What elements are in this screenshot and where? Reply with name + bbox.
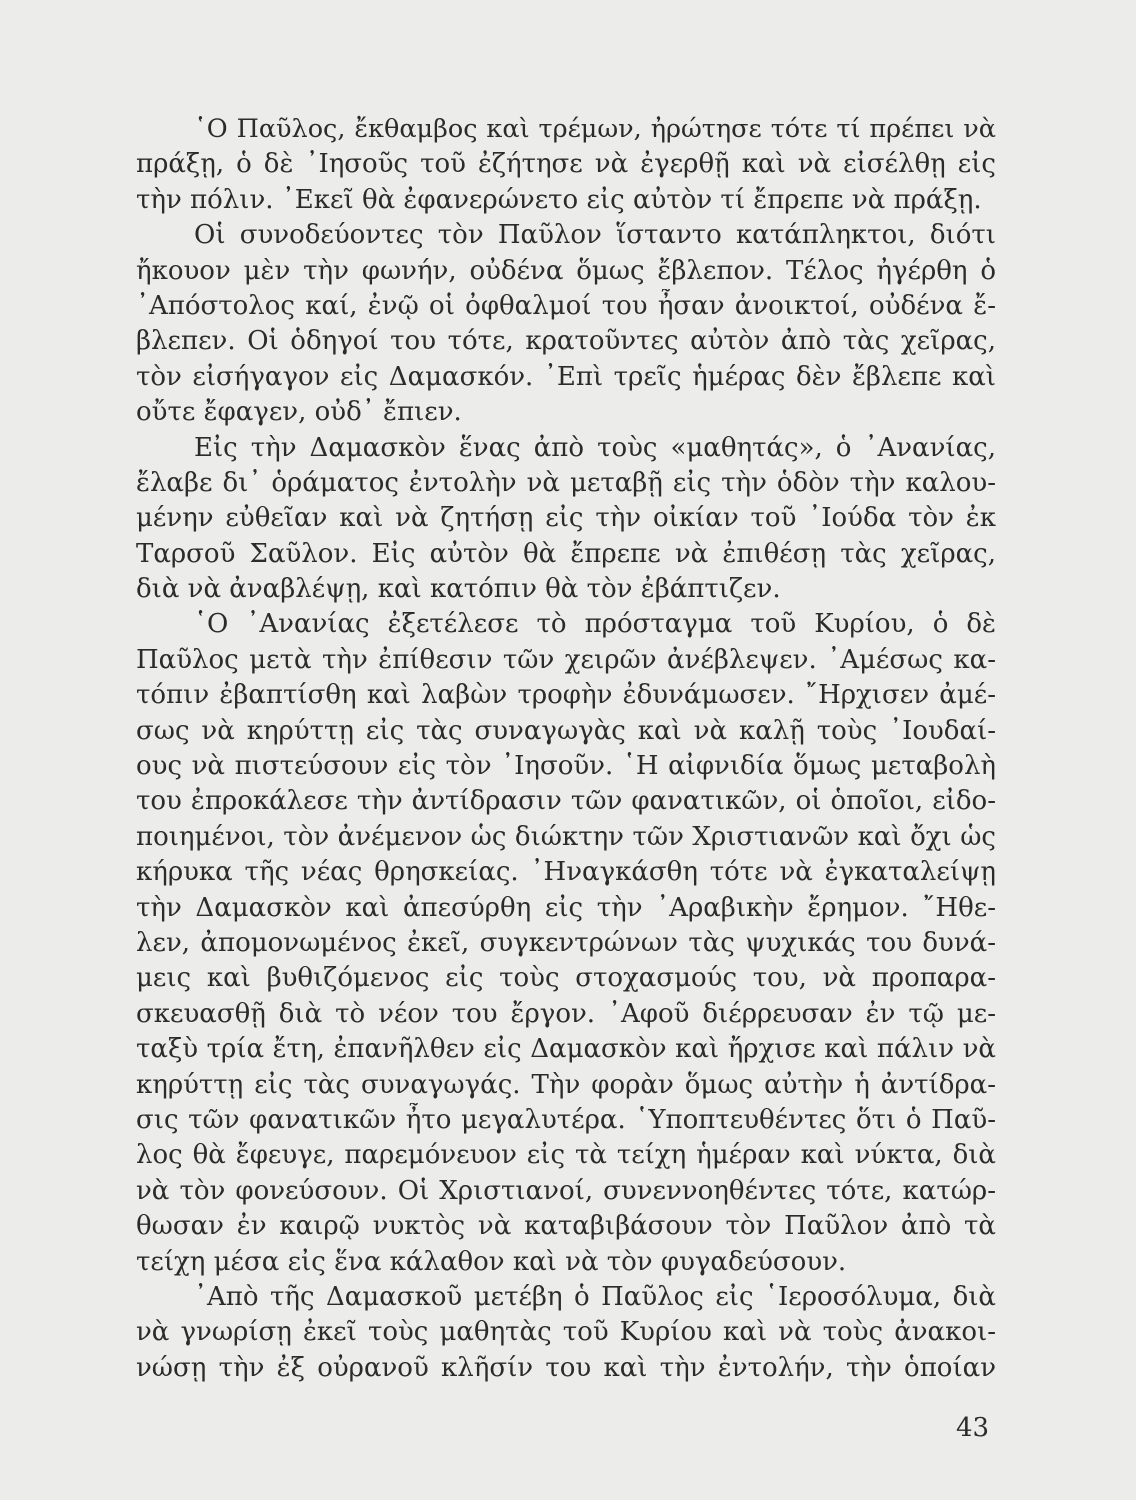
text-line: ῾Ο ᾽Ανανίας ἐξετέλεσε τὸ πρόσταγμα τοῦ Κυρίου, ὁ δὲ: [194, 609, 996, 640]
text-line: σκευασθῇ διὰ τὸ νέον του ἔργον. ᾽Αφοῦ διέρρευσαν ἐν τῷ με-: [136, 998, 996, 1029]
text-line: κηρύττῃ εἰς τὰς συναγωγάς. Τὴν φορὰν ὅμως αὐτὴν ἡ ἀντίδρα-: [136, 1069, 996, 1100]
body-text: [136, 112, 996, 1386]
text-line: νώσῃ τὴν ἐξ οὐρανοῦ κλῆσίν του καὶ τὴν ἐντολήν, τὴν ὁποίαν: [136, 1352, 996, 1383]
text-line: τὴν πόλιν. ᾽Εκεῖ θὰ ἐφανερώνετο εἰς αὐτὸν τί ἔπρεπε νὰ πράξῃ.: [136, 184, 982, 215]
text-line: ἔλαβε δι᾽ ὁράματος ἐντολὴν νὰ μεταβῇ εἰς τὴν ὁδὸν τὴν καλου-: [136, 467, 996, 498]
text-line: Ταρσοῦ Σαῦλον. Εἰς αὐτὸν θὰ ἔπρεπε νὰ ἐπιθέσῃ τὰς χεῖρας,: [136, 538, 996, 569]
text-line: ἤκουον μὲν τὴν φωνήν, οὐδένα ὅμως ἔβλεπον. Τέλος ἠγέρθη ὁ: [136, 255, 996, 286]
text-line: τὴν Δαμασκὸν καὶ ἀπεσύρθη εἰς τὴν ᾽Αραβικὴν ἔρημον. ῎Ηθε-: [136, 892, 996, 923]
text-line: του ἐπροκάλεσε τὴν ἀντίδρασιν τῶν φανατικῶν, οἱ ὁποῖοι, εἰδο-: [136, 786, 996, 817]
text-line: ᾽Απόστολος καί, ἐνῷ οἱ ὀφθαλμοί του ἦσαν ἀνοικτοί, οὐδένα ἔ-: [136, 290, 996, 321]
text-line: διὰ νὰ ἀναβλέψῃ, καὶ κατόπιν θὰ τὸν ἐβάπτιζεν.: [136, 574, 781, 605]
text-line: τείχη μέσα εἰς ἕνα κάλαθον καὶ νὰ τὸν φυγαδεύσουν.: [136, 1246, 847, 1277]
text-line: τὸν εἰσήγαγον εἰς Δαμασκόν. ᾽Επὶ τρεῖς ἡμέρας δὲν ἔβλεπε καὶ: [136, 361, 996, 392]
text-line: λεν, ἀπομονωμένος ἐκεῖ, συγκεντρώνων τὰς ψυχικάς του δυνά-: [136, 927, 996, 958]
text-line: βλεπεν. Οἱ ὁδηγοί του τότε, κρατοῦντες αὐτὸν ἀπὸ τὰς χεῖρας,: [136, 326, 996, 357]
text-line: νὰ γνωρίσῃ ἐκεῖ τοὺς μαθητὰς τοῦ Κυρίου καὶ νὰ τοὺς ἀνακοι-: [136, 1317, 996, 1348]
text-line: θωσαν ἐν καιρῷ νυκτὸς νὰ καταβιβάσουν τὸν Παῦλον ἀπὸ τὰ: [136, 1211, 996, 1242]
text-line: τόπιν ἐβαπτίσθη καὶ λαβὼν τροφὴν ἐδυνάμωσεν. ῎Ηρχισεν ἀμέ-: [136, 680, 996, 711]
text-line: ῾Ο Παῦλος, ἔκθαμβος καὶ τρέμων, ἠρώτησε τότε τί πρέπει νὰ: [194, 114, 996, 144]
text-line: ᾽Απὸ τῆς Δαμασκοῦ μετέβη ὁ Παῦλος εἰς ῾Ιεροσόλυμα, διὰ: [194, 1281, 996, 1312]
text-line: σις τῶν φανατικῶν ἦτο μεγαλυτέρα. ῾Υποπτευθέντες ὅτι ὁ Παῦ-: [136, 1104, 996, 1135]
page-number: 43: [956, 1413, 990, 1443]
text-line: λος θὰ ἔφευγε, παρεμόνευον εἰς τὰ τείχη ἡμέραν καὶ νύκτα, διὰ: [136, 1140, 996, 1171]
text-line: σως νὰ κηρύττῃ εἰς τὰς συναγωγὰς καὶ νὰ καλῇ τοὺς ᾽Ιουδαί-: [136, 715, 996, 746]
text-line: οὔτε ἔφαγεν, οὐδ᾽ ἔπιεν.: [136, 397, 462, 428]
text-line: μένην εὐθεῖαν καὶ νὰ ζητήσῃ εἰς τὴν οἰκίαν τοῦ ᾽Ιούδα τὸν ἐκ: [136, 503, 996, 534]
text-line: ους νὰ πιστεύσουν εἰς τὸν ᾽Ιησοῦν. ῾Η αἰφνιδία ὅμως μεταβολὴ: [136, 751, 996, 782]
text-line: Παῦλος μετὰ τὴν ἐπίθεσιν τῶν χειρῶν ἀνέβλεψεν. ᾽Αμέσως κα-: [136, 644, 996, 675]
text-line: κήρυκα τῆς νέας θρησκείας. ᾽Ηναγκάσθη τότε νὰ ἐγκαταλείψῃ: [136, 857, 996, 888]
text-line: Οἱ συνοδεύοντες τὸν Παῦλον ἵσταντο κατάπληκτοι, διότι: [194, 220, 996, 251]
text-line: μεις καὶ βυθιζόμενος εἰς τοὺς στοχασμούς του, νὰ προπαρα-: [136, 963, 996, 994]
text-line: πράξῃ, ὁ δὲ ᾽Ιησοῦς τοῦ ἐζήτησε νὰ ἐγερθῇ καὶ νὰ εἰσέλθῃ εἰς: [136, 149, 996, 180]
text-line: Εἰς τὴν Δαμασκὸν ἕνας ἀπὸ τοὺς «μαθητάς», ὁ ᾽Ανανίας,: [194, 432, 996, 463]
text-line: ποιημένοι, τὸν ἀνέμενον ὡς διώκτην τῶν Χριστιανῶν καὶ ὄχι ὡς: [136, 821, 996, 852]
text-line: νὰ τὸν φονεύσουν. Οἱ Χριστιανοί, συνεννοηθέντες τότε, κατώρ-: [136, 1175, 996, 1206]
text-line: ταξὺ τρία ἔτη, ἐπανῆλθεν εἰς Δαμασκὸν καὶ ἤρχισε καὶ πάλιν νὰ: [136, 1034, 996, 1065]
